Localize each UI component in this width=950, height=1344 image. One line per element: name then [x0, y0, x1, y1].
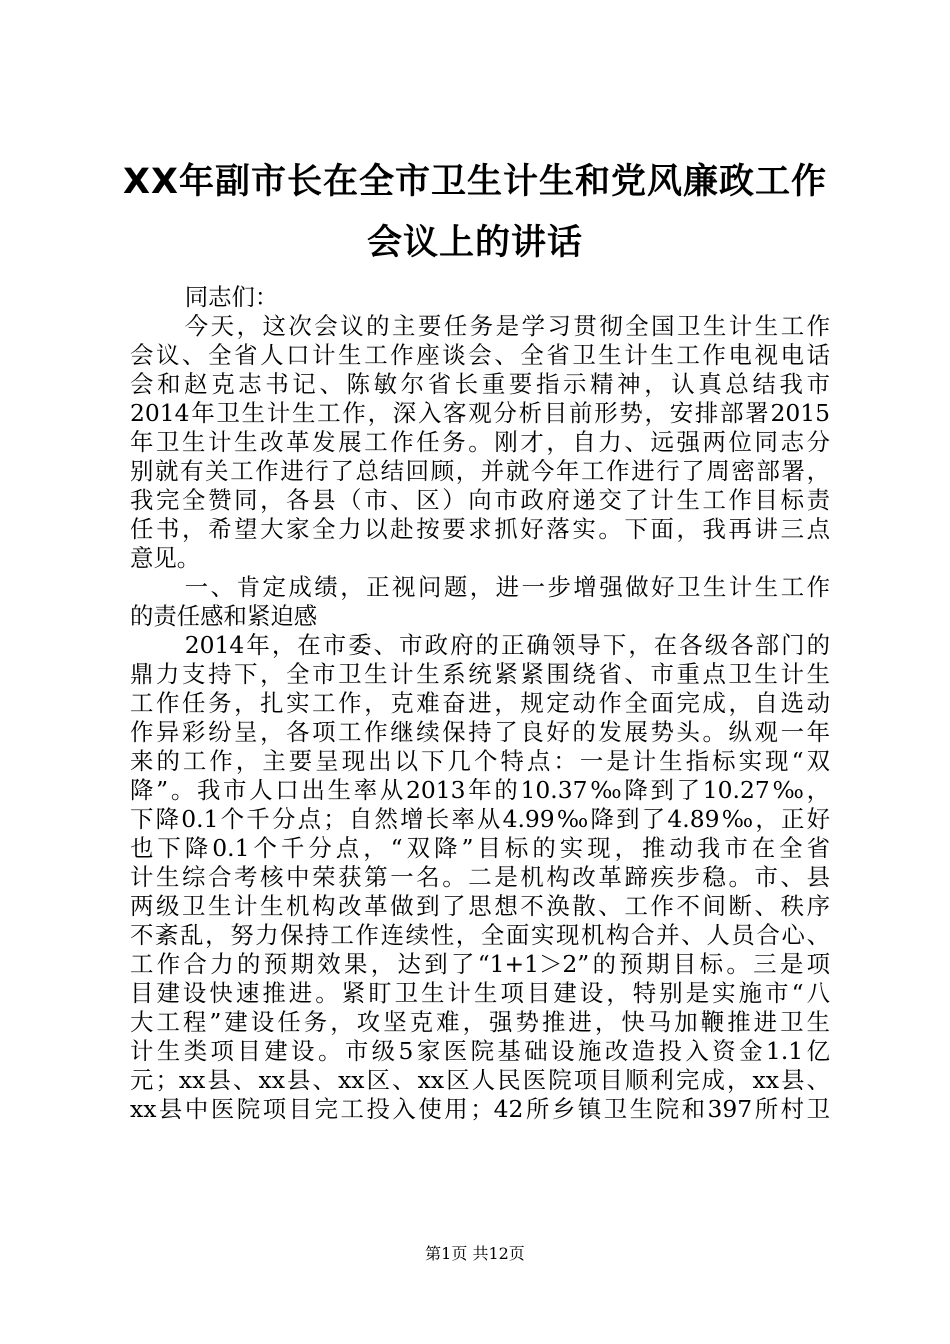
body-text-line: 鼎力支持下，全市卫生计生系统紧紧围绕省、市重点卫生计生 — [130, 660, 830, 688]
body-text-line: 工作合力的预期效果，达到了“1+1＞2”的预期目标。三是项 — [130, 950, 830, 978]
body-text-line: 2014年卫生计生工作，深入客观分析目前形势，安排部署2015 — [130, 399, 830, 427]
body-text-line: 年卫生计生改革发展工作任务。刚才，自力、远强两位同志分 — [130, 428, 830, 456]
body-text-line: xx县中医院项目完工投入使用；42所乡镇卫生院和397所村卫 — [130, 1095, 830, 1123]
body-text-line: 2014年，在市委、市政府的正确领导下，在各级各部门的 — [184, 631, 830, 659]
body-text-line: 同志们： — [184, 283, 279, 311]
body-text-line: 元；xx县、xx县、xx区、xx区人民医院项目顺利完成，xx县、 — [130, 1066, 830, 1094]
body-text-line: 任书，希望大家全力以赴按要求抓好落实。下面，我再讲三点 — [130, 515, 830, 543]
body-text-line: 计生类项目建设。市级5家医院基础设施改造投入资金1.1亿 — [130, 1037, 830, 1065]
body-text-line: 下降0.1个千分点；自然增长率从4.99‰降到了4.89‰，正好 — [130, 805, 830, 833]
body-text-line: 不紊乱，努力保持工作连续性，全面实现机构合并、人员合心、 — [130, 921, 830, 949]
body-text-line: 工作任务，扎实工作，克难奋进，规定动作全面完成，自选动 — [130, 689, 830, 717]
body-text-line: 的责任感和紧迫感 — [130, 602, 318, 630]
body-text-line: 来的工作，主要呈现出以下几个特点：一是计生指标实现“双 — [130, 747, 830, 775]
body-text-line: 我完全赞同，各县（市、区）向市政府递交了计生工作目标责 — [130, 486, 830, 514]
body-text-line: 意见。 — [130, 544, 201, 572]
body-text-line: 计生综合考核中荣获第一名。二是机构改革蹄疾步稳。市、县 — [130, 863, 830, 891]
body-text-line: 会和赵克志书记、陈敏尔省长重要指示精神，认真总结我市 — [130, 370, 830, 398]
body-text-line: 目建设快速推进。紧盯卫生计生项目建设，特别是实施市“八 — [130, 979, 830, 1007]
body-text-line: 作异彩纷呈，各项工作继续保持了良好的发展势头。纵观一年 — [130, 718, 830, 746]
document-title-line-1: XX年副市长在全市卫生计生和党风廉政工作 — [123, 162, 827, 202]
page-footer: 第1页 共12页 — [425, 1244, 525, 1263]
body-text-line: 两级卫生计生机构改革做到了思想不涣散、工作不间断、秩序 — [130, 892, 830, 920]
body-text-line: 今天，这次会议的主要任务是学习贯彻全国卫生计生工作 — [184, 312, 830, 340]
body-text-line: 也下降0.1个千分点，“双降”目标的实现，推动我市在全省 — [130, 834, 830, 862]
body-text-line: 会议、全省人口计生工作座谈会、全省卫生计生工作电视电话 — [130, 341, 830, 369]
document-title-line-2: 会议上的讲话 — [366, 223, 583, 263]
body-text-line: 别就有关工作进行了总结回顾，并就今年工作进行了周密部署， — [130, 457, 830, 485]
body-text-line: 一、肯定成绩，正视问题，进一步增强做好卫生计生工作 — [184, 573, 830, 601]
document-body — [130, 283, 830, 1124]
body-text-line: 降”。我市人口出生率从2013年的10.37‰降到了10.27‰， — [130, 776, 830, 804]
body-text-line: 大工程”建设任务，攻坚克难，强势推进，快马加鞭推进卫生 — [130, 1008, 830, 1036]
